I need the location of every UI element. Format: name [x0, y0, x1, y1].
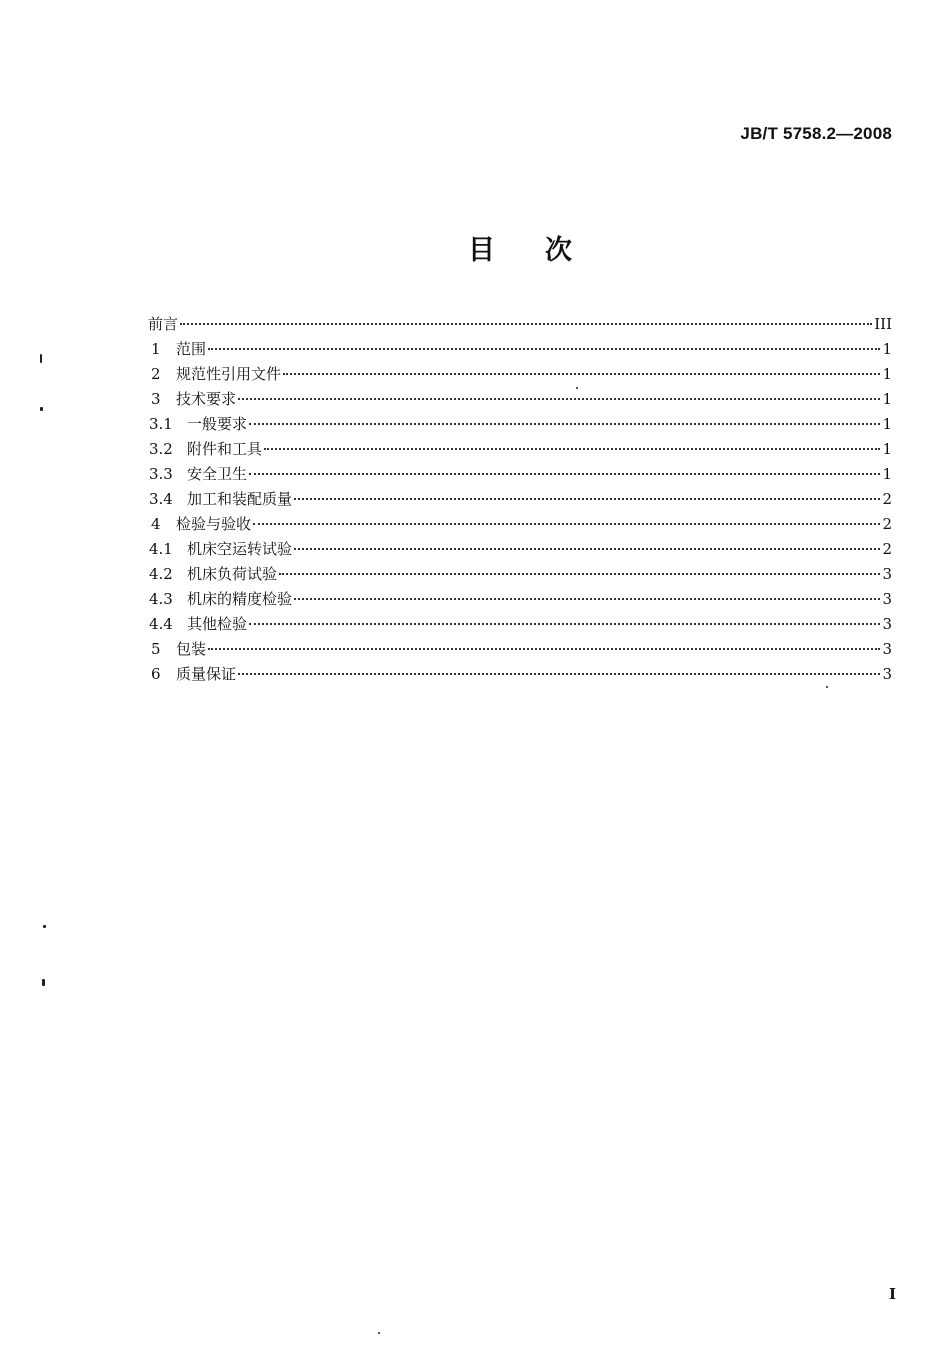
toc-entry-title: 机床空运转试验	[187, 540, 293, 558]
toc-entry	[148, 387, 892, 412]
toc-entry	[148, 512, 892, 537]
toc-entry	[148, 537, 892, 562]
dot-leader	[180, 322, 872, 325]
toc-entry	[148, 412, 892, 437]
toc-entry-page: 3	[882, 590, 892, 608]
scan-speck	[40, 354, 42, 363]
standard-code: JB/T 5758.2—2008	[740, 124, 892, 143]
toc-entry	[148, 437, 892, 462]
scan-speck	[826, 686, 828, 688]
toc-entry-number: 4.3	[149, 590, 173, 608]
toc-entry-page: 3	[882, 640, 892, 658]
toc-entry	[148, 562, 892, 587]
toc-entry-title: 包装	[176, 640, 207, 658]
toc-entry-page: 1	[882, 340, 892, 358]
toc-entry-number: 4	[151, 515, 161, 533]
toc-entry-page: 3	[882, 615, 892, 633]
dot-leader	[294, 547, 880, 550]
toc-entry	[148, 362, 892, 387]
scan-speck	[42, 979, 45, 986]
toc-entry-number: 3.3	[149, 465, 173, 483]
toc-entry-number: 3	[151, 390, 161, 408]
toc-entry-title: 安全卫生	[187, 465, 248, 483]
dot-leader	[249, 472, 880, 475]
toc-entry-title: 范围	[176, 340, 207, 358]
toc-entry	[148, 487, 892, 512]
toc-entry-page: 2	[882, 490, 892, 508]
toc-entry	[148, 637, 892, 662]
toc-entry-title: 机床的精度检验	[187, 590, 293, 608]
dot-leader	[283, 372, 880, 375]
toc-entry-page: 3	[882, 665, 892, 683]
toc-entry-page: 3	[882, 565, 892, 583]
toc-entry-number: 4.4	[149, 615, 173, 633]
dot-leader	[279, 572, 880, 575]
toc-entry-number: 4.2	[149, 565, 173, 583]
dot-leader	[249, 622, 880, 625]
toc-entry-number: 4.1	[149, 540, 173, 558]
toc-entry-title: 加工和装配质量	[187, 490, 293, 508]
toc-entry-title: 其他检验	[187, 615, 248, 633]
toc-entry-title: 附件和工具	[187, 440, 263, 458]
toc-title	[0, 228, 950, 267]
toc-entry-page: 1	[882, 390, 892, 408]
toc-entry-page: 2	[882, 515, 892, 533]
dot-leader	[238, 672, 880, 675]
toc-entry-title: 技术要求	[176, 390, 237, 408]
scan-speck	[43, 925, 46, 928]
toc-entry-number: 3.2	[149, 440, 173, 458]
toc-entry-title: 检验与验收	[176, 515, 252, 533]
dot-leader	[208, 347, 880, 350]
toc-entry	[148, 337, 892, 362]
dot-leader	[294, 597, 880, 600]
toc-entry-page: III	[874, 315, 892, 333]
toc-entry-page: 2	[882, 540, 892, 558]
toc-entry	[148, 587, 892, 612]
toc-entry-title: 规范性引用文件	[176, 365, 282, 383]
toc-entry	[148, 662, 892, 687]
toc-title-char-2: 次	[545, 235, 572, 266]
scan-speck	[40, 407, 43, 411]
toc-entry-number: 3.1	[149, 415, 173, 433]
toc-entry-number: 5	[151, 640, 161, 658]
toc-title-char-1: 目	[468, 235, 495, 266]
dot-leader	[253, 522, 880, 525]
table-of-contents	[148, 312, 892, 687]
toc-entry-number: 1	[151, 340, 161, 358]
dot-leader	[294, 497, 880, 500]
dot-leader	[238, 397, 880, 400]
toc-entry-number: 6	[151, 665, 161, 683]
toc-entry-title: 机床负荷试验	[187, 565, 278, 583]
toc-entry	[148, 612, 892, 637]
page-number: I	[888, 1285, 896, 1303]
toc-entry-title: 前言	[148, 315, 179, 333]
scan-speck	[576, 387, 578, 389]
toc-entry	[148, 462, 892, 487]
toc-entry-page: 1	[882, 415, 892, 433]
toc-entry	[148, 312, 892, 337]
toc-entry-page: 1	[882, 365, 892, 383]
dot-leader	[208, 647, 880, 650]
scan-speck	[378, 1332, 380, 1334]
toc-entry-number: 2	[151, 365, 161, 383]
toc-entry-page: 1	[882, 465, 892, 483]
toc-entry-page: 1	[882, 440, 892, 458]
toc-entry-title: 一般要求	[187, 415, 248, 433]
dot-leader	[264, 447, 880, 450]
dot-leader	[249, 422, 880, 425]
toc-entry-title: 质量保证	[176, 665, 237, 683]
toc-entry-number: 3.4	[149, 490, 173, 508]
